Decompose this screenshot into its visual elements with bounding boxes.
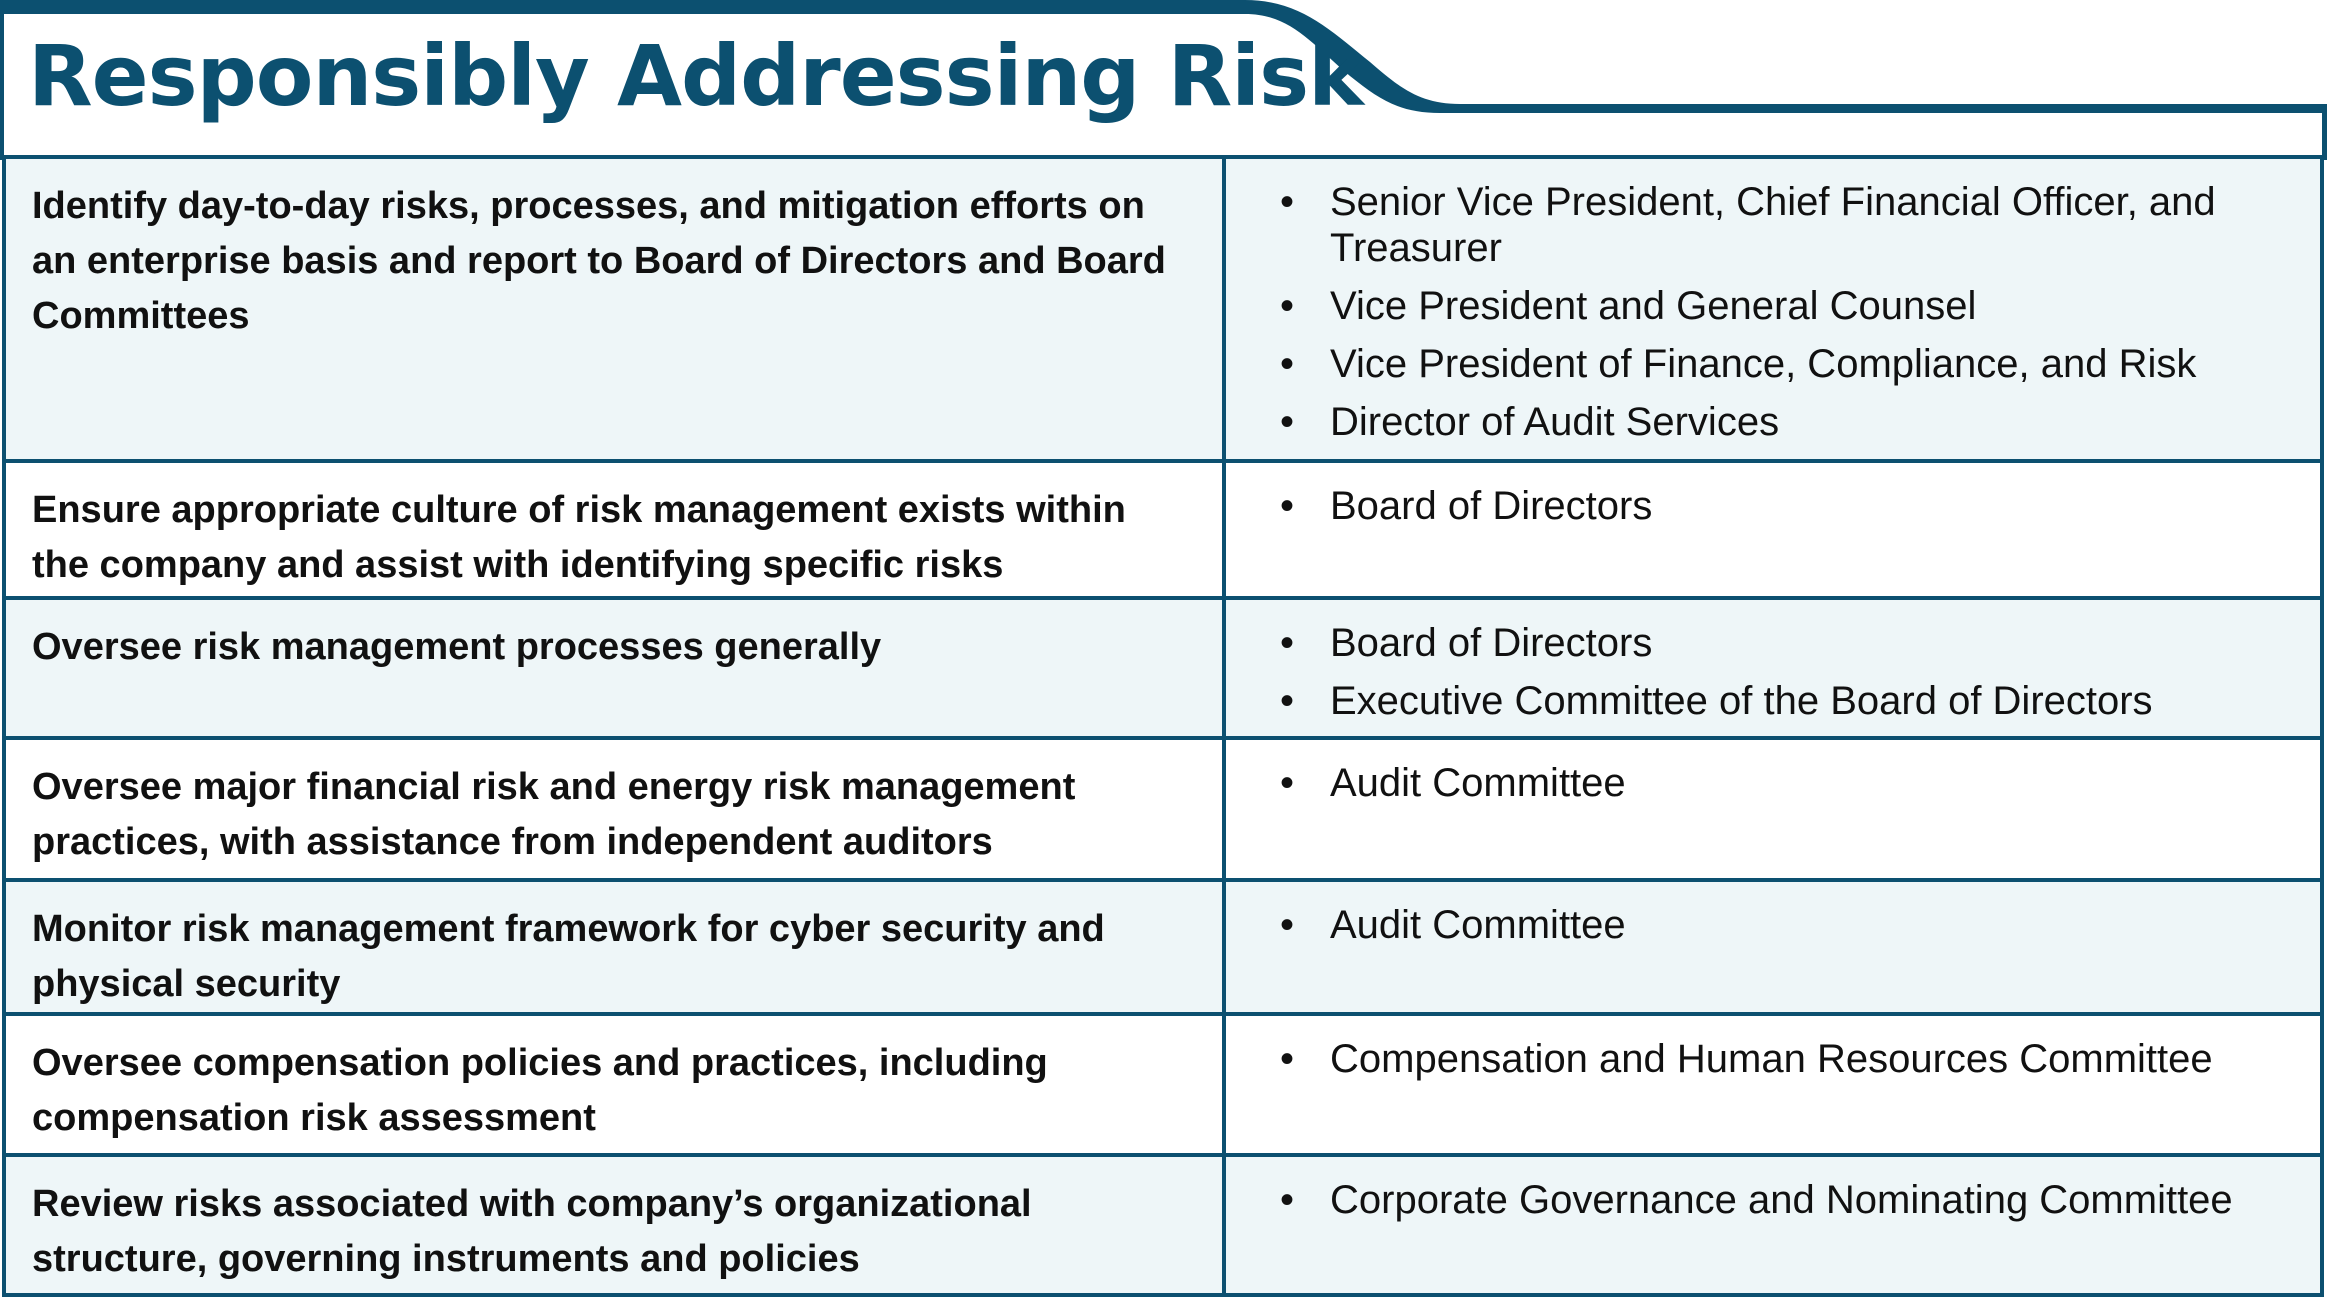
bullet-icon: • <box>1280 284 1295 328</box>
risk-responsibility-table <box>2 155 2324 1297</box>
owners-cell <box>1224 598 2322 738</box>
responsibility-cell <box>4 1014 1224 1155</box>
table-row <box>4 1014 2322 1155</box>
list-item <box>1226 1177 2320 1223</box>
responsibility-text: Oversee compensation policies and practices, including compensation risk assessment <box>32 1042 1048 1139</box>
list-item <box>1226 179 2320 271</box>
owner-label: Vice President and General Counsel <box>1330 284 1977 328</box>
bullet-icon: • <box>1280 342 1295 386</box>
owners-cell <box>1224 738 2322 880</box>
table-row <box>4 598 2322 738</box>
bullet-icon: • <box>1280 679 1295 723</box>
owner-label: Director of Audit Services <box>1330 400 1780 444</box>
owner-list <box>1226 1157 2320 1223</box>
owner-label: Board of Directors <box>1330 484 1653 528</box>
owner-label: Audit Committee <box>1330 903 1626 947</box>
owner-label: Audit Committee <box>1330 761 1626 805</box>
owner-list <box>1226 600 2320 724</box>
owners-cell <box>1224 461 2322 598</box>
responsibility-text: Oversee risk management processes generally <box>32 626 882 668</box>
table-row <box>4 461 2322 598</box>
owner-label: Board of Directors <box>1330 621 1653 665</box>
list-item <box>1226 341 2320 387</box>
bullet-icon: • <box>1280 621 1295 665</box>
owners-cell <box>1224 1155 2322 1295</box>
responsibility-text: Identify day-to-day risks, processes, and mitigation efforts on an enterprise basis and report to Board of Directors and Board Committees <box>32 185 1166 337</box>
table-row <box>4 1155 2322 1295</box>
responsibility-text: Monitor risk management framework for cyber security and physical security <box>32 908 1105 1005</box>
owner-list <box>1226 882 2320 948</box>
owner-label: Corporate Governance and Nominating Committee <box>1330 1178 2233 1222</box>
responsibility-text: Ensure appropriate culture of risk management exists within the company and assist with identifying specific risks <box>32 489 1126 586</box>
responsibility-cell <box>4 598 1224 738</box>
list-item <box>1226 678 2320 724</box>
responsibility-cell <box>4 880 1224 1014</box>
list-item <box>1226 483 2320 529</box>
table-row <box>4 157 2322 461</box>
responsibility-cell <box>4 157 1224 461</box>
responsibility-text: Review risks associated with company’s organizational structure, governing instruments and policies <box>32 1183 1032 1280</box>
page-title: Responsibly Addressing Risk <box>28 27 1363 125</box>
bullet-icon: • <box>1280 400 1295 444</box>
list-item <box>1226 399 2320 445</box>
list-item <box>1226 283 2320 329</box>
owner-list <box>1226 1016 2320 1082</box>
owners-cell <box>1224 157 2322 461</box>
list-item <box>1226 760 2320 806</box>
owner-list <box>1226 463 2320 529</box>
list-item <box>1226 1036 2320 1082</box>
owner-list <box>1226 159 2320 445</box>
bullet-icon: • <box>1280 1037 1295 1081</box>
responsibility-text: Oversee major financial risk and energy risk management practices, with assistance from independent auditors <box>32 766 1076 863</box>
table-row <box>4 738 2322 880</box>
bullet-icon: • <box>1280 903 1295 947</box>
responsibility-cell <box>4 461 1224 598</box>
owner-label: Vice President of Finance, Compliance, and Risk <box>1330 342 2197 386</box>
responsibility-cell <box>4 738 1224 880</box>
owners-cell <box>1224 1014 2322 1155</box>
bullet-icon: • <box>1280 180 1295 224</box>
owner-label: Executive Committee of the Board of Directors <box>1330 679 2153 723</box>
bullet-icon: • <box>1280 761 1295 805</box>
owner-list <box>1226 740 2320 806</box>
owner-label: Senior Vice President, Chief Financial Officer, and Treasurer <box>1330 180 2216 270</box>
bullet-icon: • <box>1280 484 1295 528</box>
list-item <box>1226 620 2320 666</box>
table-row <box>4 880 2322 1014</box>
owners-cell <box>1224 880 2322 1014</box>
bullet-icon: • <box>1280 1178 1295 1222</box>
responsibility-cell <box>4 1155 1224 1295</box>
list-item <box>1226 902 2320 948</box>
owner-label: Compensation and Human Resources Committee <box>1330 1037 2213 1081</box>
